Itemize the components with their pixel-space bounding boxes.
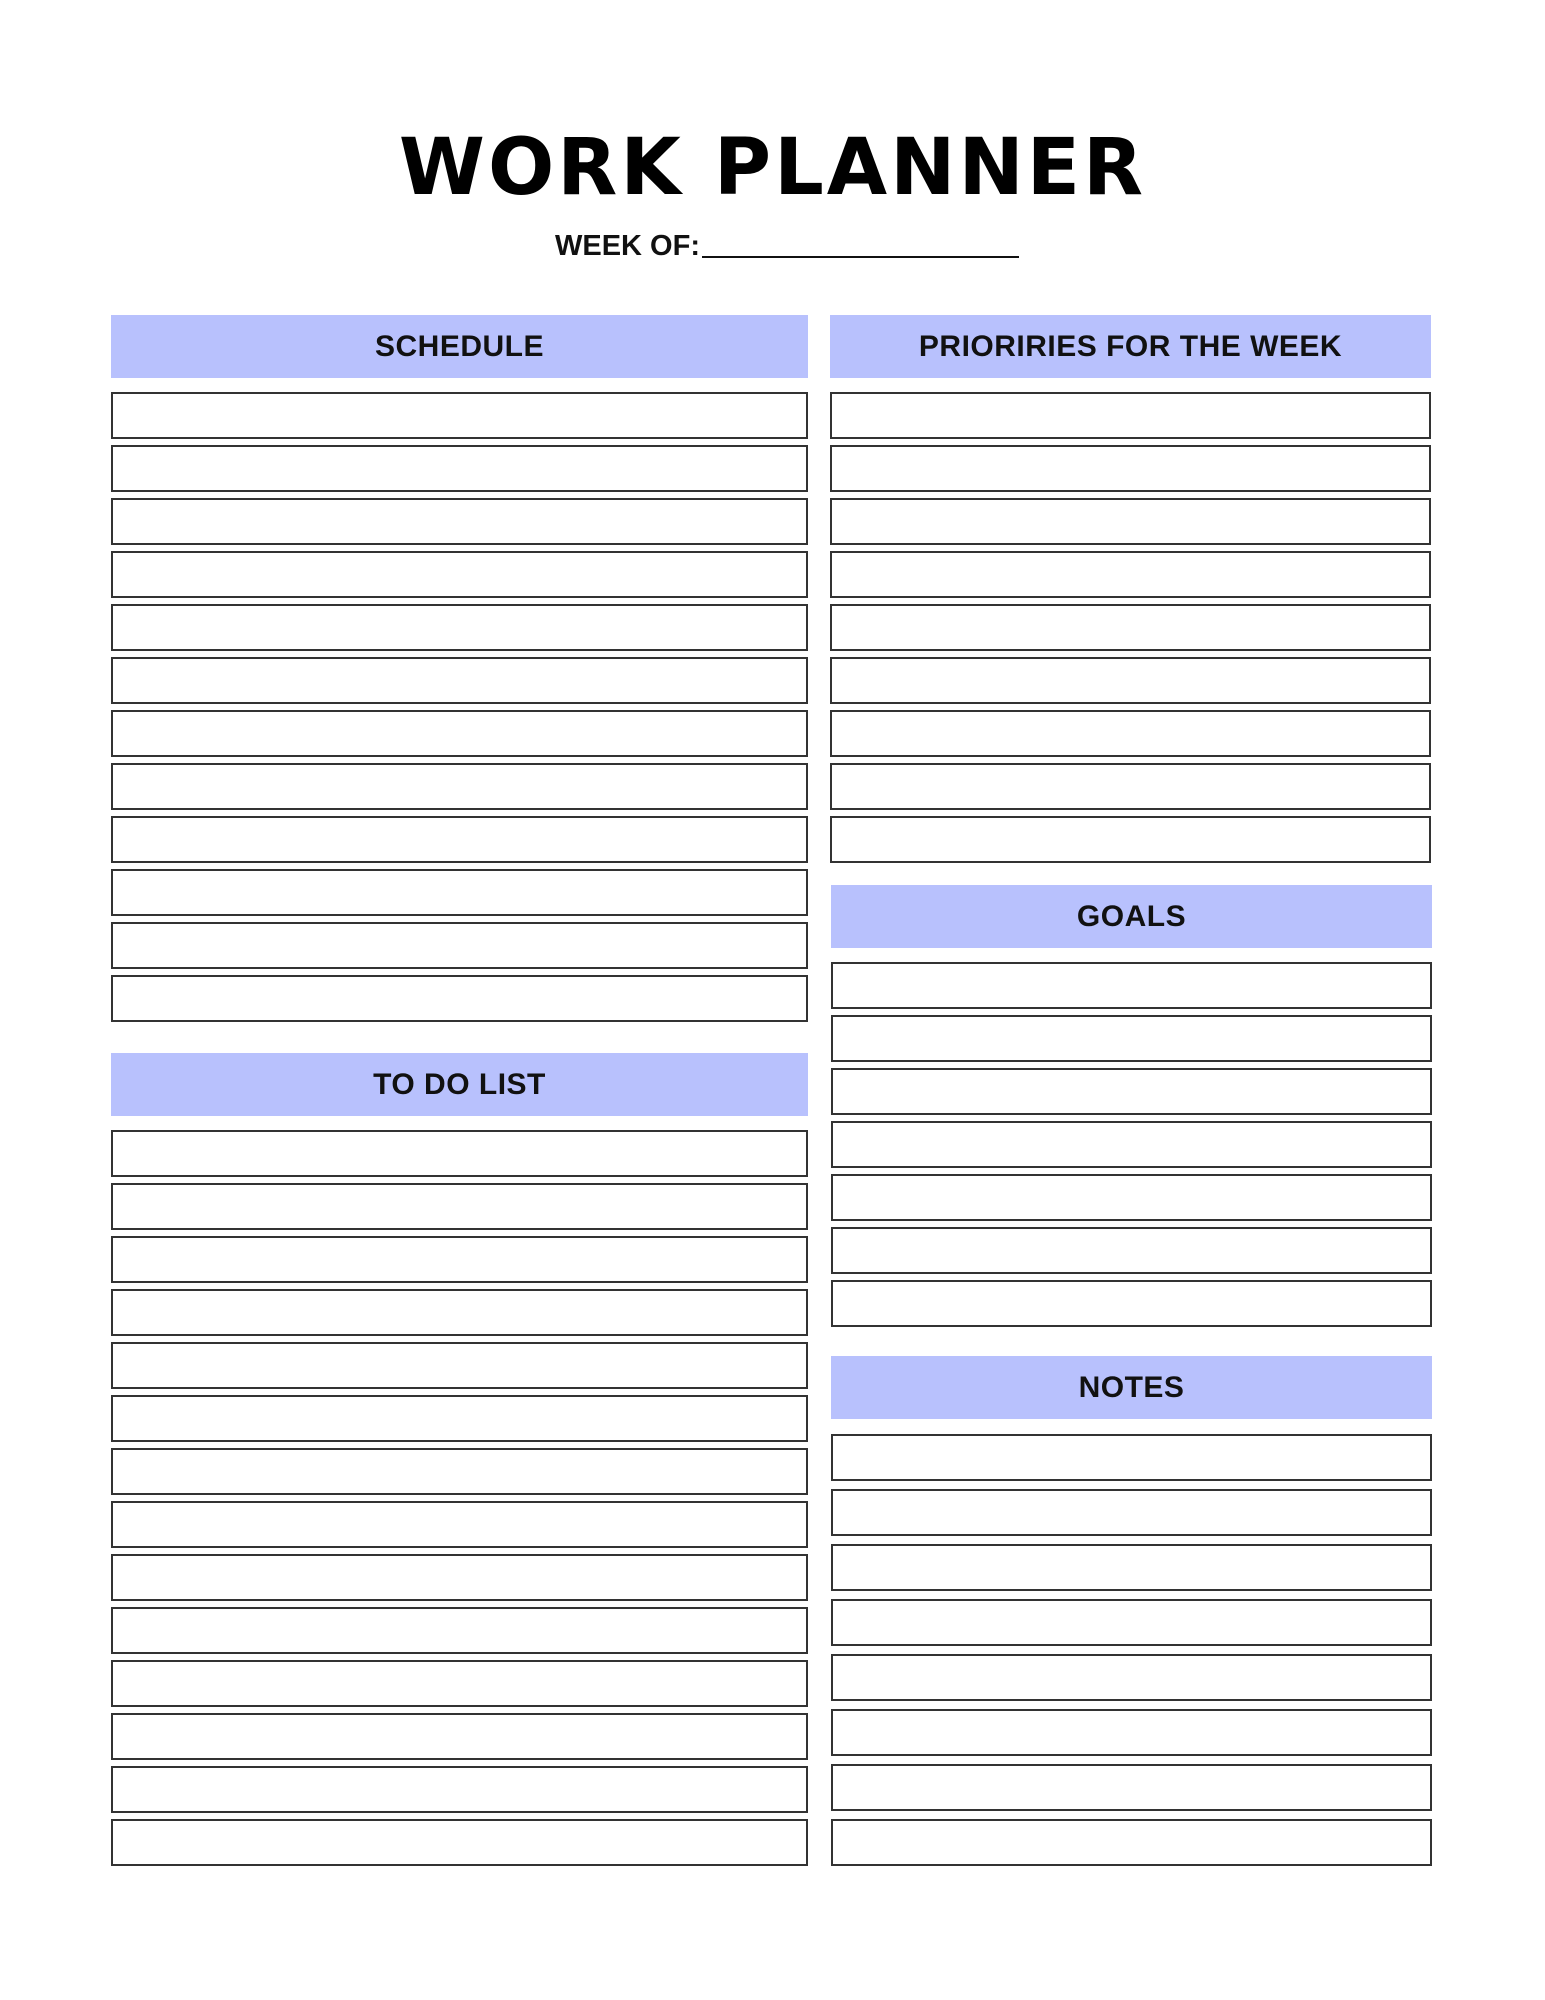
todo-row[interactable] [111,1342,808,1389]
todo-row[interactable] [111,1130,808,1177]
goals-header: GOALS [831,885,1432,948]
schedule-rows [111,392,808,1022]
schedule-row[interactable] [111,816,808,863]
goals-row[interactable] [831,1015,1432,1062]
schedule-row[interactable] [111,922,808,969]
goals-row[interactable] [831,1174,1432,1221]
notes-rows [831,1434,1432,1866]
notes-row[interactable] [831,1819,1432,1866]
priorities-row[interactable] [830,816,1431,863]
notes-row[interactable] [831,1434,1432,1481]
notes-section [831,1356,1432,1874]
priorities-row[interactable] [830,445,1431,492]
priorities-row[interactable] [830,498,1431,545]
goals-row[interactable] [831,1227,1432,1274]
schedule-row[interactable] [111,604,808,651]
todo-row[interactable] [111,1501,808,1548]
schedule-row[interactable] [111,763,808,810]
notes-row[interactable] [831,1709,1432,1756]
todo-row[interactable] [111,1289,808,1336]
priorities-row[interactable] [830,710,1431,757]
goals-row[interactable] [831,1280,1432,1327]
priorities-rows [830,392,1431,863]
goals-row[interactable] [831,1121,1432,1168]
goals-section [831,885,1432,1333]
todo-row[interactable] [111,1448,808,1495]
todo-section [111,1053,808,1872]
notes-row[interactable] [831,1489,1432,1536]
goals-row[interactable] [831,1068,1432,1115]
todo-row[interactable] [111,1607,808,1654]
todo-rows [111,1130,808,1866]
priorities-row[interactable] [830,392,1431,439]
notes-row[interactable] [831,1764,1432,1811]
todo-row[interactable] [111,1183,808,1230]
notes-header: NOTES [831,1356,1432,1419]
todo-row[interactable] [111,1395,808,1442]
schedule-row[interactable] [111,551,808,598]
todo-header: TO DO LIST [111,1053,808,1116]
week-of-field [555,226,1019,266]
priorities-row[interactable] [830,604,1431,651]
priorities-section [830,315,1431,869]
goals-rows [831,962,1432,1327]
todo-row[interactable] [111,1236,808,1283]
schedule-header: SCHEDULE [111,315,808,378]
schedule-row[interactable] [111,710,808,757]
schedule-row[interactable] [111,975,808,1022]
schedule-row[interactable] [111,498,808,545]
priorities-row[interactable] [830,763,1431,810]
priorities-row[interactable] [830,657,1431,704]
schedule-row[interactable] [111,657,808,704]
page-title: WORK PLANNER [398,123,1147,213]
todo-row[interactable] [111,1554,808,1601]
notes-row[interactable] [831,1544,1432,1591]
schedule-row[interactable] [111,445,808,492]
week-of-label: WEEK OF: [555,230,700,262]
todo-row[interactable] [111,1766,808,1813]
schedule-row[interactable] [111,392,808,439]
notes-row[interactable] [831,1599,1432,1646]
priorities-header: PRIORIRIES FOR THE WEEK [830,315,1431,378]
schedule-section [111,315,808,1028]
todo-row[interactable] [111,1819,808,1866]
todo-row[interactable] [111,1713,808,1760]
goals-row[interactable] [831,962,1432,1009]
todo-row[interactable] [111,1660,808,1707]
notes-row[interactable] [831,1654,1432,1701]
priorities-row[interactable] [830,551,1431,598]
week-of-input-line[interactable] [702,256,1019,258]
schedule-row[interactable] [111,869,808,916]
